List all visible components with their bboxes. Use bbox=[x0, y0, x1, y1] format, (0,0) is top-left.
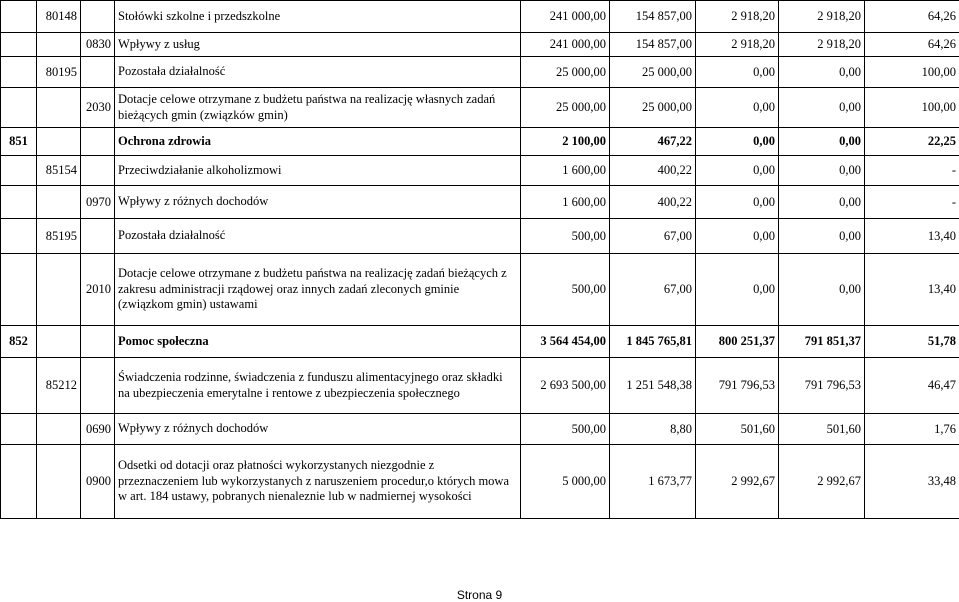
plan-value: 5 000,00 bbox=[521, 445, 610, 519]
plan-value: 25 000,00 bbox=[521, 88, 610, 128]
table-row bbox=[1, 219, 959, 254]
executed-value: 154 857,00 bbox=[610, 1, 696, 33]
arrears-value: 0,00 bbox=[779, 186, 865, 219]
row-name: Wpływy z różnych dochodów bbox=[115, 186, 521, 219]
percent-value: 64,26 bbox=[865, 33, 959, 57]
rozdzial-code: 80148 bbox=[37, 1, 81, 33]
arrears-value: 0,00 bbox=[779, 57, 865, 88]
page-number: Strona 9 bbox=[0, 588, 959, 602]
percent-value: 1,76 bbox=[865, 414, 959, 445]
row-name: Przeciwdziałanie alkoholizmowi bbox=[115, 156, 521, 186]
percent-value: 13,40 bbox=[865, 219, 959, 254]
table-row bbox=[1, 128, 959, 156]
receivables-value: 0,00 bbox=[696, 156, 779, 186]
paragraf-code: 0690 bbox=[81, 414, 115, 445]
executed-value: 25 000,00 bbox=[610, 88, 696, 128]
percent-value: - bbox=[865, 156, 959, 186]
arrears-value: 2 918,20 bbox=[779, 33, 865, 57]
receivables-value: 791 796,53 bbox=[696, 358, 779, 414]
plan-value: 25 000,00 bbox=[521, 57, 610, 88]
row-name: Pozostała działalność bbox=[115, 57, 521, 88]
executed-value: 467,22 bbox=[610, 128, 696, 156]
receivables-value: 0,00 bbox=[696, 128, 779, 156]
percent-value: - bbox=[865, 186, 959, 219]
plan-value: 500,00 bbox=[521, 254, 610, 326]
executed-value: 67,00 bbox=[610, 254, 696, 326]
table-row bbox=[1, 1, 959, 33]
table-row bbox=[1, 414, 959, 445]
arrears-value: 2 992,67 bbox=[779, 445, 865, 519]
arrears-value: 0,00 bbox=[779, 254, 865, 326]
plan-value: 241 000,00 bbox=[521, 1, 610, 33]
row-name: Stołówki szkolne i przedszkolne bbox=[115, 1, 521, 33]
arrears-value: 0,00 bbox=[779, 88, 865, 128]
rozdzial-code: 85195 bbox=[37, 219, 81, 254]
receivables-value: 0,00 bbox=[696, 219, 779, 254]
arrears-value: 0,00 bbox=[779, 128, 865, 156]
receivables-value: 0,00 bbox=[696, 57, 779, 88]
receivables-value: 2 918,20 bbox=[696, 1, 779, 33]
paragraf-code: 0900 bbox=[81, 445, 115, 519]
row-name: Pozostała działalność bbox=[115, 219, 521, 254]
row-name: Pomoc społeczna bbox=[115, 326, 521, 358]
plan-value: 241 000,00 bbox=[521, 33, 610, 57]
paragraf-code: 0970 bbox=[81, 186, 115, 219]
table-row bbox=[1, 358, 959, 414]
executed-value: 1 251 548,38 bbox=[610, 358, 696, 414]
arrears-value: 0,00 bbox=[779, 156, 865, 186]
table-row bbox=[1, 326, 959, 358]
executed-value: 8,80 bbox=[610, 414, 696, 445]
executed-value: 25 000,00 bbox=[610, 57, 696, 88]
arrears-value: 501,60 bbox=[779, 414, 865, 445]
dzial-code: 852 bbox=[1, 326, 37, 358]
percent-value: 64,26 bbox=[865, 1, 959, 33]
row-name: Dotacje celowe otrzymane z budżetu państwa na realizację własnych zadań bieżących gmin (związków gmin) bbox=[115, 88, 521, 128]
executed-value: 400,22 bbox=[610, 156, 696, 186]
percent-value: 51,78 bbox=[865, 326, 959, 358]
percent-value: 46,47 bbox=[865, 358, 959, 414]
dzial-code: 851 bbox=[1, 128, 37, 156]
receivables-value: 501,60 bbox=[696, 414, 779, 445]
percent-value: 22,25 bbox=[865, 128, 959, 156]
row-name: Wpływy z różnych dochodów bbox=[115, 414, 521, 445]
executed-value: 400,22 bbox=[610, 186, 696, 219]
receivables-value: 0,00 bbox=[696, 88, 779, 128]
table-row bbox=[1, 88, 959, 128]
percent-value: 33,48 bbox=[865, 445, 959, 519]
receivables-value: 2 918,20 bbox=[696, 33, 779, 57]
row-name: Dotacje celowe otrzymane z budżetu państwa na realizację zadań bieżących z zakresu administracji rządowej oraz innych zadań zleconych gminie (związkom gmin) ustawami bbox=[115, 254, 521, 326]
paragraf-code: 0830 bbox=[81, 33, 115, 57]
plan-value: 2 100,00 bbox=[521, 128, 610, 156]
paragraf-code: 2030 bbox=[81, 88, 115, 128]
arrears-value: 791 796,53 bbox=[779, 358, 865, 414]
executed-value: 67,00 bbox=[610, 219, 696, 254]
arrears-value: 791 851,37 bbox=[779, 326, 865, 358]
arrears-value: 2 918,20 bbox=[779, 1, 865, 33]
table-row bbox=[1, 445, 959, 519]
receivables-value: 800 251,37 bbox=[696, 326, 779, 358]
table-row bbox=[1, 33, 959, 57]
table-row bbox=[1, 156, 959, 186]
percent-value: 13,40 bbox=[865, 254, 959, 326]
table-row bbox=[1, 57, 959, 88]
plan-value: 3 564 454,00 bbox=[521, 326, 610, 358]
percent-value: 100,00 bbox=[865, 88, 959, 128]
receivables-value: 0,00 bbox=[696, 186, 779, 219]
row-name: Odsetki od dotacji oraz płatności wykorzystanych niezgodnie z przeznaczeniem lub wykorzystanych z naruszeniem procedur,o których mowa w art. 184 ustawy, pobranych nienaleznie lub w nadmiernej wysokości bbox=[115, 445, 521, 519]
receivables-value: 0,00 bbox=[696, 254, 779, 326]
table-row bbox=[1, 254, 959, 326]
row-name: Świadczenia rodzinne, świadczenia z funduszu alimentacyjnego oraz składki na ubezpieczenia emerytalne i rentowe z ubezpieczenia społecznego bbox=[115, 358, 521, 414]
executed-value: 1 845 765,81 bbox=[610, 326, 696, 358]
plan-value: 2 693 500,00 bbox=[521, 358, 610, 414]
row-name: Ochrona zdrowia bbox=[115, 128, 521, 156]
rozdzial-code: 85212 bbox=[37, 358, 81, 414]
executed-value: 1 673,77 bbox=[610, 445, 696, 519]
row-name: Wpływy z usług bbox=[115, 33, 521, 57]
plan-value: 500,00 bbox=[521, 219, 610, 254]
plan-value: 1 600,00 bbox=[521, 156, 610, 186]
table-row bbox=[1, 186, 959, 219]
percent-value: 100,00 bbox=[865, 57, 959, 88]
executed-value: 154 857,00 bbox=[610, 33, 696, 57]
plan-value: 500,00 bbox=[521, 414, 610, 445]
paragraf-code: 2010 bbox=[81, 254, 115, 326]
arrears-value: 0,00 bbox=[779, 219, 865, 254]
receivables-value: 2 992,67 bbox=[696, 445, 779, 519]
rozdzial-code: 85154 bbox=[37, 156, 81, 186]
plan-value: 1 600,00 bbox=[521, 186, 610, 219]
rozdzial-code: 80195 bbox=[37, 57, 81, 88]
